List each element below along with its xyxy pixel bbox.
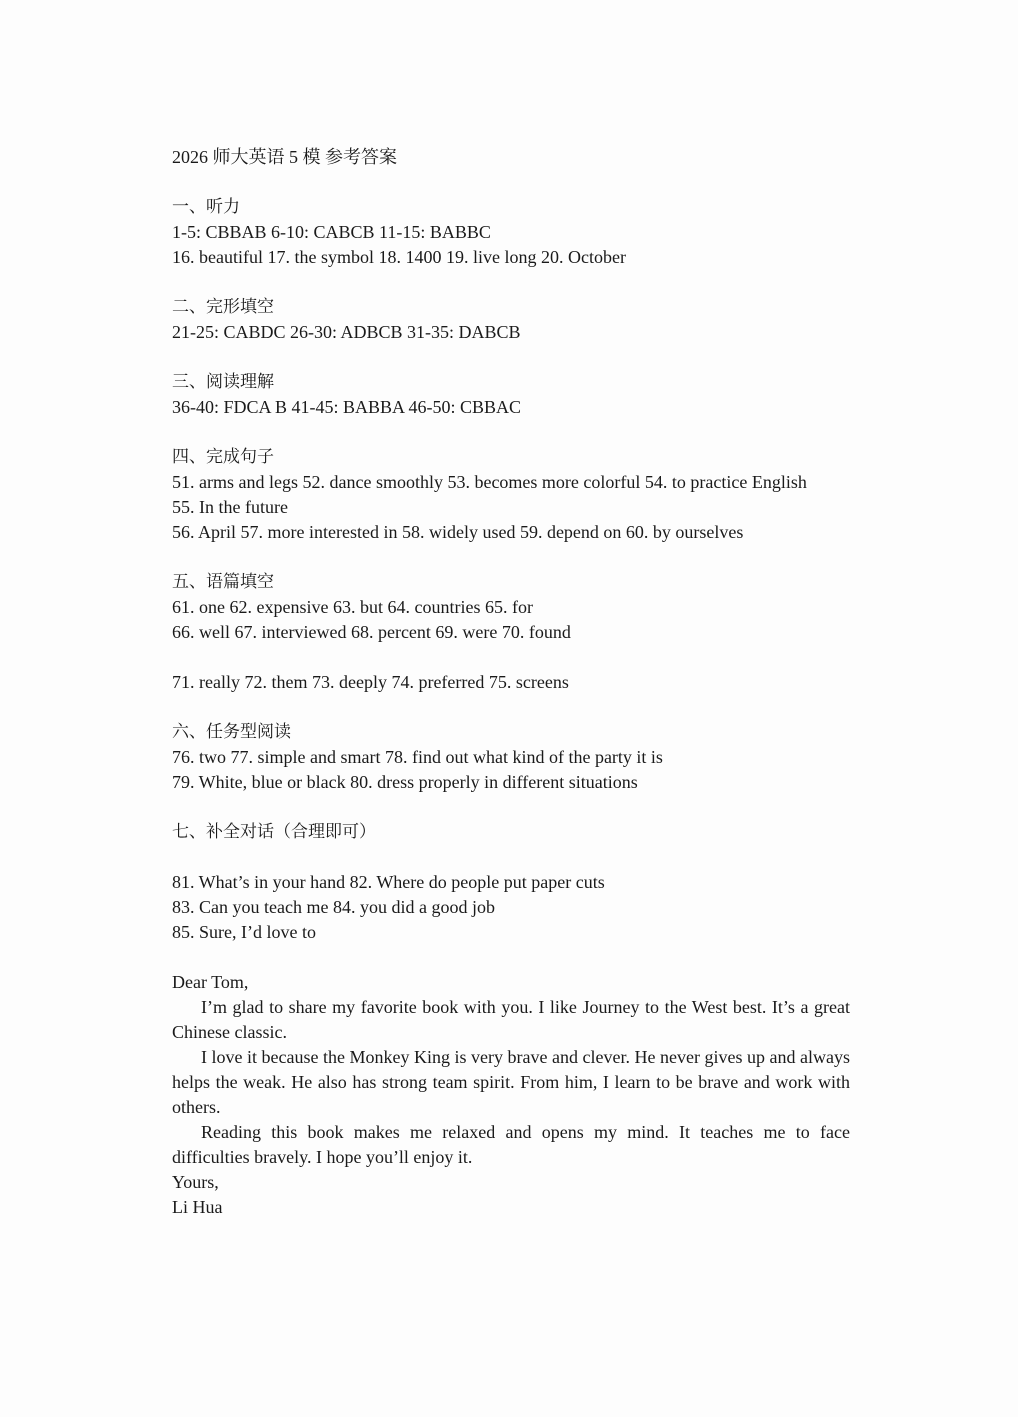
answer-line: 66. well 67. interviewed 68. percent 69. were 70. found xyxy=(172,622,571,642)
answer-line: 1-5: CBBAB 6-10: CABCB 11-15: BABBC xyxy=(172,222,491,242)
section-heading: 五、语篇填空 xyxy=(172,572,274,592)
letter-paragraph: I love it because the Monkey King is very brave and clever. He never gives up and always helps the weak. He also has strong team spirit. From him, I learn to be brave and work with others. xyxy=(172,1047,850,1117)
section-passage-fill xyxy=(172,570,850,695)
section-heading: 七、补全对话（合理即可） xyxy=(172,822,376,842)
section-heading: 三、阅读理解 xyxy=(172,372,274,392)
section-heading: 二、完形填空 xyxy=(172,297,274,317)
answer-line: 36-40: FDCA B 41-45: BABBA 46-50: CBBAC xyxy=(172,397,522,417)
section-heading: 四、完成句子 xyxy=(172,447,274,467)
section-listening xyxy=(172,195,850,270)
answer-line: 56. April 57. more interested in 58. widely used 59. depend on 60. by ourselves xyxy=(172,522,744,542)
letter-salutation: Dear Tom, xyxy=(172,972,249,992)
section-sentences xyxy=(172,445,850,545)
section-task-reading xyxy=(172,720,850,795)
letter-signature: Li Hua xyxy=(172,1197,223,1217)
section-dialogue xyxy=(172,820,850,945)
answer-line: 81. What’s in your hand 82. Where do people put paper cuts xyxy=(172,872,605,892)
letter-closing: Yours, xyxy=(172,1172,219,1192)
answer-line: 85. Sure, I’d love to xyxy=(172,922,316,942)
answer-line: 83. Can you teach me 84. you did a good job xyxy=(172,897,495,917)
answer-line: 79. White, blue or black 80. dress properly in different situations xyxy=(172,772,638,792)
answer-line: 21-25: CABDC 26-30: ADBCB 31-35: DABCB xyxy=(172,322,521,342)
answer-line: 71. really 72. them 73. deeply 74. preferred 75. screens xyxy=(172,672,569,692)
letter-paragraph: Reading this book makes me relaxed and opens my mind. It teaches me to face difficulties bravely. I hope you’ll enjoy it. xyxy=(172,1122,850,1167)
answer-line: 51. arms and legs 52. dance smoothly 53. becomes more colorful 54. to practice English xyxy=(172,472,807,492)
letter-paragraph: I’m glad to share my favorite book with you. I like Journey to the West best. It’s a great Chinese classic. xyxy=(172,997,850,1042)
page-title: 2026 师大英语 5 模 参考答案 xyxy=(172,147,397,167)
section-reading xyxy=(172,370,850,420)
section-heading: 一、听力 xyxy=(172,197,240,217)
section-heading: 六、任务型阅读 xyxy=(172,722,291,742)
page-content xyxy=(172,145,850,1220)
section-cloze xyxy=(172,295,850,345)
answer-line: 16. beautiful 17. the symbol 18. 1400 19. live long 20. October xyxy=(172,247,626,267)
answer-line: 61. one 62. expensive 63. but 64. countries 65. for xyxy=(172,597,533,617)
model-essay-letter xyxy=(172,970,850,1220)
answer-line: 55. In the future xyxy=(172,497,288,517)
answer-line: 76. two 77. simple and smart 78. find out what kind of the party it is xyxy=(172,747,663,767)
